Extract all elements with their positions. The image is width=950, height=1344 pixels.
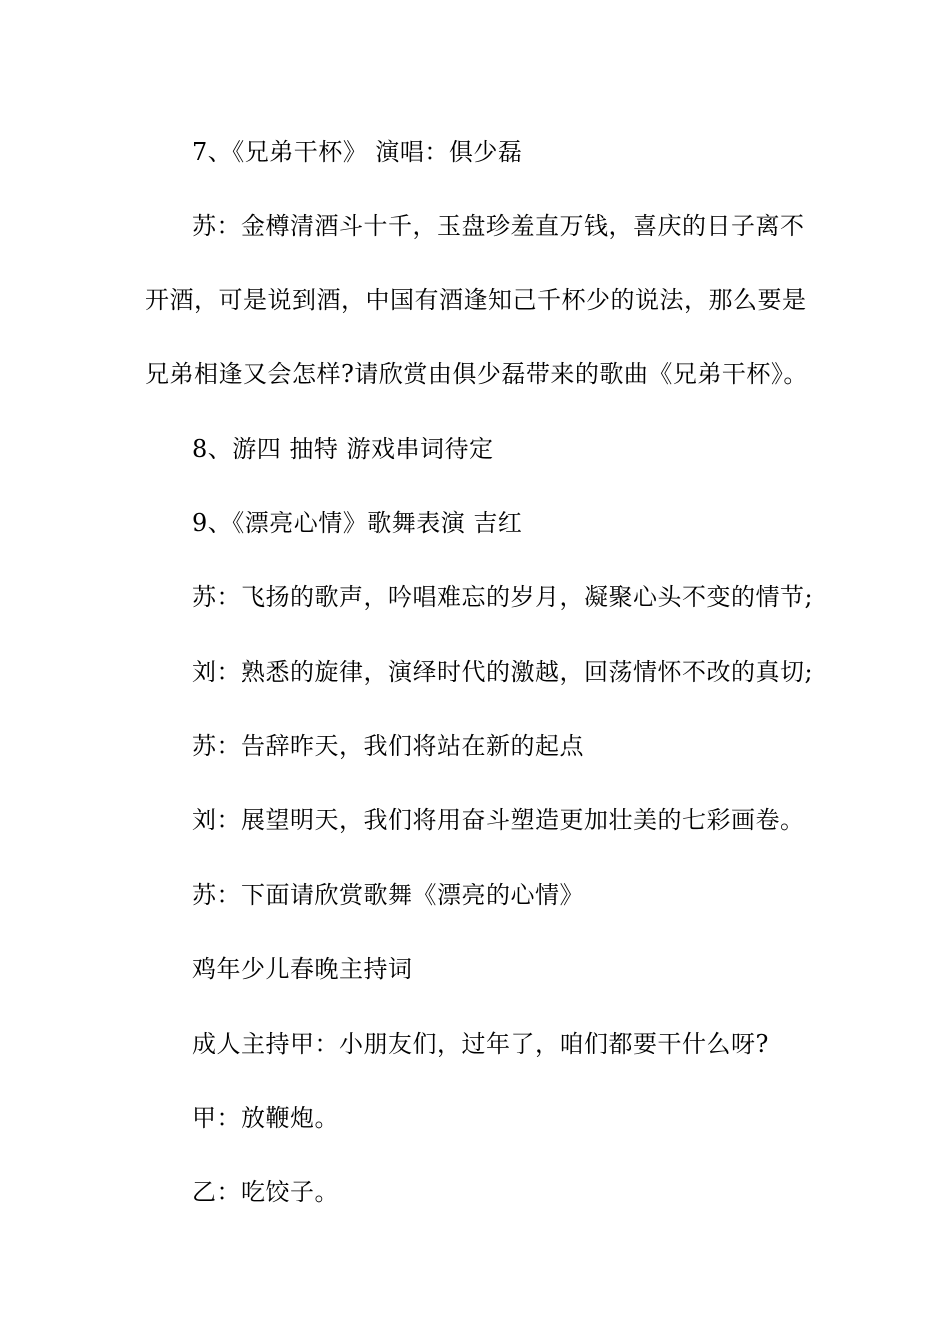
- program-item-9: 9、《漂亮心情》歌舞表演 吉红: [192, 509, 523, 537]
- section-title: 鸡年少儿春晚主持词: [192, 955, 413, 983]
- dialogue-line: 成人主持甲：小朋友们，过年了，咱们都要干什么呀?: [192, 1030, 769, 1058]
- dialogue-line: 刘：熟悉的旋律，演绎时代的激越，回荡情怀不改的真切;: [192, 658, 814, 686]
- dialogue-line: 苏：飞扬的歌声，吟唱难忘的岁月，凝聚心头不变的情节;: [192, 583, 814, 611]
- paragraph-line: 苏：金樽清酒斗十千，玉盘珍羞直万钱，喜庆的日子离不: [192, 212, 805, 240]
- dialogue-line: 苏：下面请欣赏歌舞《漂亮的心情》: [192, 881, 584, 909]
- dialogue-line: 苏：告辞昨天，我们将站在新的起点: [192, 732, 584, 760]
- paragraph-line: 兄弟相逢又会怎样?请欣赏由俱少磊带来的歌曲《兄弟干杯》。: [145, 360, 808, 388]
- program-item-8: 8、游四 抽特 游戏串词待定: [192, 435, 494, 463]
- dialogue-line: 刘：展望明天，我们将用奋斗塑造更加壮美的七彩画卷。: [192, 806, 805, 834]
- dialogue-line: 乙：吃饺子。: [192, 1178, 339, 1206]
- dialogue-line: 甲：放鞭炮。: [192, 1104, 339, 1132]
- paragraph-line: 开酒，可是说到酒，中国有酒逢知己千杯少的说法，那么要是: [145, 286, 807, 314]
- program-item-7: 7、《兄弟干杯》 演唱：俱少磊: [192, 138, 523, 166]
